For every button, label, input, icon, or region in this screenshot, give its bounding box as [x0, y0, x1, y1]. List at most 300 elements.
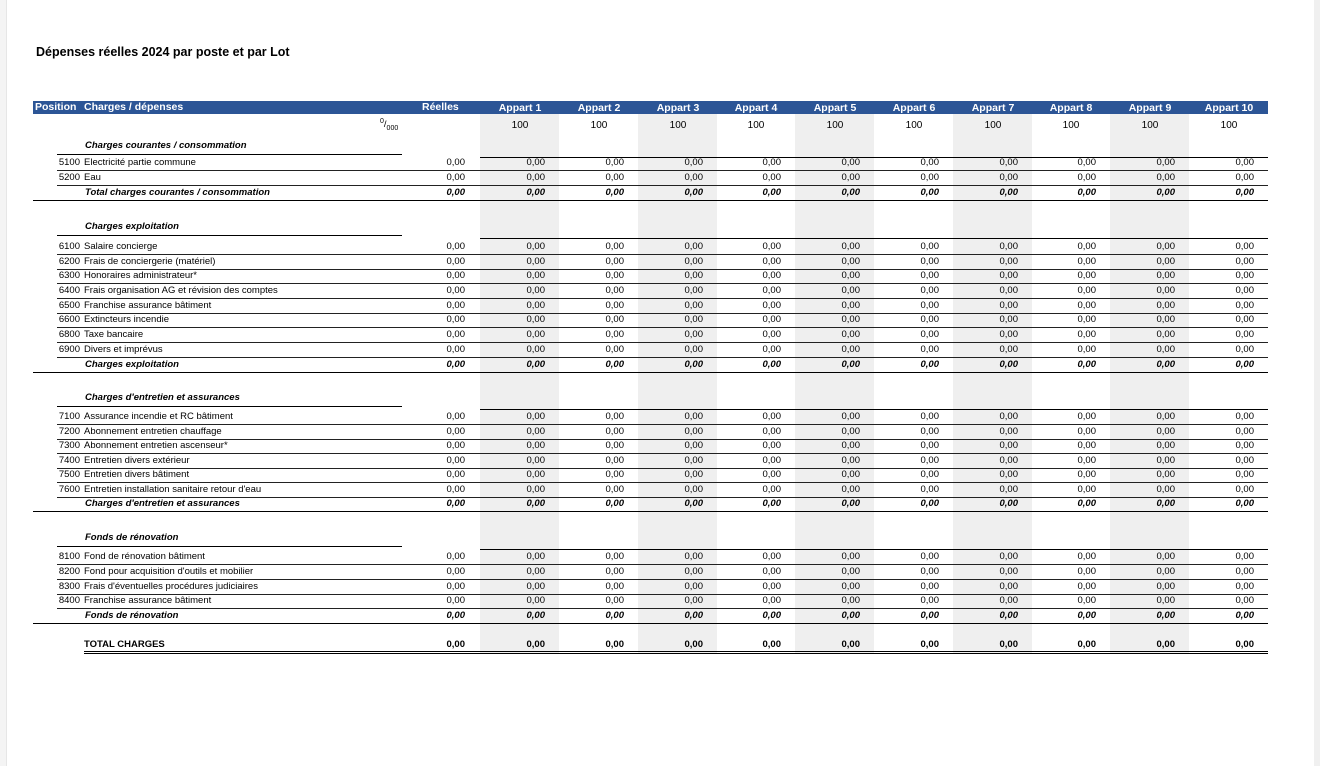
- row-3-0-appart-9: 0,00: [1156, 551, 1175, 562]
- section-total-label: Total charges courantes / consommation: [85, 187, 270, 198]
- total-0-appart-7: 0,00: [999, 187, 1018, 198]
- row-code: 6600: [58, 314, 80, 325]
- row-2-2-appart-10: 0,00: [1235, 440, 1254, 451]
- row-2-1-appart-1: 0,00: [526, 426, 545, 437]
- row-1-6-appart-6: 0,00: [920, 329, 939, 340]
- row-1-2-appart-3: 0,00: [684, 270, 703, 281]
- row-2-1-appart-6: 0,00: [920, 426, 939, 437]
- quote-value-4: 100: [747, 120, 765, 131]
- row-2-1-appart-7: 0,00: [999, 426, 1018, 437]
- row-1-5-appart-9: 0,00: [1156, 314, 1175, 325]
- row-0-1-appart-10: 0,00: [1235, 172, 1254, 183]
- row-3-3-appart-5: 0,00: [841, 595, 860, 606]
- header-reelles: Réelles: [422, 101, 459, 113]
- table-row: [0, 156, 1320, 170]
- table-row: [0, 171, 1320, 185]
- total-2-appart-7: 0,00: [999, 498, 1018, 509]
- row-1-7-appart-7: 0,00: [999, 344, 1018, 355]
- row-1-0-appart-6: 0,00: [920, 241, 939, 252]
- row-2-0-appart-4: 0,00: [762, 411, 781, 422]
- row-2-3-appart-4: 0,00: [762, 455, 781, 466]
- row-3-2-appart-2: 0,00: [605, 581, 624, 592]
- row-1-2-appart-5: 0,00: [841, 270, 860, 281]
- row-2-0-appart-9: 0,00: [1156, 411, 1175, 422]
- table-row: [0, 425, 1320, 439]
- row-1-7-appart-3: 0,00: [684, 344, 703, 355]
- grand-total-appart-5: 0,00: [841, 639, 860, 650]
- row-1-1-appart-9: 0,00: [1156, 256, 1175, 267]
- row-3-0-appart-6: 0,00: [920, 551, 939, 562]
- total-2-appart-2: 0,00: [605, 498, 624, 509]
- row-2-3-appart-8: 0,00: [1077, 455, 1096, 466]
- row-1-2-appart-6: 0,00: [920, 270, 939, 281]
- row-3-3-appart-8: 0,00: [1077, 595, 1096, 606]
- row-2-5-appart-8: 0,00: [1077, 484, 1096, 495]
- row-1-5-appart-1: 0,00: [526, 314, 545, 325]
- row-2-2-appart-6: 0,00: [920, 440, 939, 451]
- row-2-5-appart-1: 0,00: [526, 484, 545, 495]
- row-3-0-appart-2: 0,00: [605, 551, 624, 562]
- row-3-3-appart-1: 0,00: [526, 595, 545, 606]
- row-1-2-appart-9: 0,00: [1156, 270, 1175, 281]
- row-1-0-appart-8: 0,00: [1077, 241, 1096, 252]
- row-2-3-appart-5: 0,00: [841, 455, 860, 466]
- header-appart-10: Appart 10: [1204, 102, 1254, 114]
- row-2-0-appart-1: 0,00: [526, 411, 545, 422]
- total-0-appart-4: 0,00: [762, 187, 781, 198]
- row-1-6-reelles: 0,00: [446, 329, 465, 340]
- total-2-appart-5: 0,00: [841, 498, 860, 509]
- total-0-appart-5: 0,00: [841, 187, 860, 198]
- row-1-3-reelles: 0,00: [446, 285, 465, 296]
- row-1-4-appart-8: 0,00: [1077, 300, 1096, 311]
- total-0-appart-3: 0,00: [684, 187, 703, 198]
- row-3-0-reelles: 0,00: [446, 551, 465, 562]
- row-2-1-appart-4: 0,00: [762, 426, 781, 437]
- row-label: Franchise assurance bâtiment: [84, 595, 212, 606]
- row-1-7-reelles: 0,00: [446, 344, 465, 355]
- row-code: 7500: [58, 469, 80, 480]
- row-3-2-appart-9: 0,00: [1156, 581, 1175, 592]
- row-2-3-appart-3: 0,00: [684, 455, 703, 466]
- quote-value-6: 100: [905, 120, 923, 131]
- total-0-appart-8: 0,00: [1077, 187, 1096, 198]
- rule-line: [33, 623, 1268, 624]
- row-3-2-appart-7: 0,00: [999, 581, 1018, 592]
- row-label: Entretien installation sanitaire retour d'eau: [84, 484, 262, 495]
- row-1-4-appart-7: 0,00: [999, 300, 1018, 311]
- row-label: Extincteurs incendie: [84, 314, 170, 325]
- row-0-1-appart-3: 0,00: [684, 172, 703, 183]
- row-2-1-reelles: 0,00: [446, 426, 465, 437]
- row-2-4-appart-10: 0,00: [1235, 469, 1254, 480]
- row-0-0-appart-8: 0,00: [1077, 157, 1096, 168]
- row-2-2-appart-1: 0,00: [526, 440, 545, 451]
- row-label: Abonnement entretien chauffage: [84, 426, 222, 437]
- row-2-3-appart-1: 0,00: [526, 455, 545, 466]
- row-2-2-reelles: 0,00: [446, 440, 465, 451]
- row-1-3-appart-9: 0,00: [1156, 285, 1175, 296]
- table-row: [0, 439, 1320, 453]
- row-2-1-appart-9: 0,00: [1156, 426, 1175, 437]
- row-1-4-appart-10: 0,00: [1235, 300, 1254, 311]
- section-total-row: [0, 358, 1320, 372]
- row-1-5-appart-5: 0,00: [841, 314, 860, 325]
- row-label: Abonnement entretien ascenseur*: [84, 440, 228, 451]
- row-2-0-appart-10: 0,00: [1235, 411, 1254, 422]
- quote-value-8: 100: [1062, 120, 1080, 131]
- total-1-appart-3: 0,00: [684, 359, 703, 370]
- row-2-1-appart-2: 0,00: [605, 426, 624, 437]
- row-label: Salaire concierge: [84, 241, 158, 252]
- row-1-3-appart-6: 0,00: [920, 285, 939, 296]
- rule-line: [33, 200, 1268, 201]
- row-3-1-appart-7: 0,00: [999, 566, 1018, 577]
- row-3-0-appart-5: 0,00: [841, 551, 860, 562]
- row-3-2-appart-6: 0,00: [920, 581, 939, 592]
- row-2-2-appart-7: 0,00: [999, 440, 1018, 451]
- section-total-label: Fonds de rénovation: [85, 610, 179, 621]
- row-1-3-appart-7: 0,00: [999, 285, 1018, 296]
- table-row: [0, 328, 1320, 342]
- row-1-0-appart-2: 0,00: [605, 241, 624, 252]
- row-label: Taxe bancaire: [84, 329, 144, 340]
- row-3-1-appart-1: 0,00: [526, 566, 545, 577]
- row-2-4-appart-9: 0,00: [1156, 469, 1175, 480]
- row-0-0-appart-10: 0,00: [1235, 157, 1254, 168]
- row-2-5-appart-5: 0,00: [841, 484, 860, 495]
- row-1-4-appart-4: 0,00: [762, 300, 781, 311]
- total-2-appart-9: 0,00: [1156, 498, 1175, 509]
- row-1-6-appart-1: 0,00: [526, 329, 545, 340]
- row-0-1-appart-9: 0,00: [1156, 172, 1175, 183]
- row-2-4-appart-6: 0,00: [920, 469, 939, 480]
- grand-total-appart-9: 0,00: [1156, 639, 1175, 650]
- total-3-appart-10: 0,00: [1235, 610, 1254, 621]
- rule-line: [57, 406, 402, 407]
- total-0-appart-2: 0,00: [605, 187, 624, 198]
- table-row: [0, 410, 1320, 424]
- table-row: [0, 343, 1320, 357]
- row-2-3-appart-6: 0,00: [920, 455, 939, 466]
- section-title: Charges d'entretien et assurances: [85, 392, 240, 403]
- row-2-0-appart-7: 0,00: [999, 411, 1018, 422]
- total-3-appart-6: 0,00: [920, 610, 939, 621]
- header-position: Position: [35, 101, 77, 113]
- row-1-6-appart-8: 0,00: [1077, 329, 1096, 340]
- row-code: 6900: [58, 344, 80, 355]
- row-1-6-appart-7: 0,00: [999, 329, 1018, 340]
- row-code: 8400: [58, 595, 80, 606]
- row-0-0-appart-3: 0,00: [684, 157, 703, 168]
- total-2-appart-3: 0,00: [684, 498, 703, 509]
- total-2-appart-8: 0,00: [1077, 498, 1096, 509]
- row-2-0-appart-3: 0,00: [684, 411, 703, 422]
- row-code: 7100: [58, 411, 80, 422]
- row-code: 6200: [58, 256, 80, 267]
- row-2-1-appart-8: 0,00: [1077, 426, 1096, 437]
- row-3-0-appart-3: 0,00: [684, 551, 703, 562]
- grand-total-appart-3: 0,00: [684, 639, 703, 650]
- total-1-appart-4: 0,00: [762, 359, 781, 370]
- rule-line: [33, 511, 1268, 512]
- row-2-5-reelles: 0,00: [446, 484, 465, 495]
- row-1-0-appart-9: 0,00: [1156, 241, 1175, 252]
- row-0-0-appart-6: 0,00: [920, 157, 939, 168]
- row-1-7-appart-5: 0,00: [841, 344, 860, 355]
- table-row: [0, 580, 1320, 594]
- row-1-2-appart-2: 0,00: [605, 270, 624, 281]
- row-1-4-appart-3: 0,00: [684, 300, 703, 311]
- row-1-6-appart-10: 0,00: [1235, 329, 1254, 340]
- row-1-3-appart-1: 0,00: [526, 285, 545, 296]
- row-3-2-appart-3: 0,00: [684, 581, 703, 592]
- grand-total-appart-2: 0,00: [605, 639, 624, 650]
- row-1-6-appart-5: 0,00: [841, 329, 860, 340]
- rule-line: [57, 235, 402, 236]
- section-heading: [0, 220, 1320, 234]
- row-0-0-appart-7: 0,00: [999, 157, 1018, 168]
- row-2-3-appart-10: 0,00: [1235, 455, 1254, 466]
- quote-value-10: 100: [1220, 120, 1238, 131]
- row-2-4-appart-3: 0,00: [684, 469, 703, 480]
- total-1-appart-6: 0,00: [920, 359, 939, 370]
- row-1-0-appart-5: 0,00: [841, 241, 860, 252]
- row-2-4-appart-7: 0,00: [999, 469, 1018, 480]
- row-1-1-appart-3: 0,00: [684, 256, 703, 267]
- rule-line: [33, 372, 1268, 373]
- table-row: [0, 269, 1320, 283]
- row-3-3-appart-3: 0,00: [684, 595, 703, 606]
- table-row: [0, 454, 1320, 468]
- row-1-3-appart-5: 0,00: [841, 285, 860, 296]
- row-1-3-appart-3: 0,00: [684, 285, 703, 296]
- row-label: Divers et imprévus: [84, 344, 163, 355]
- row-1-5-appart-7: 0,00: [999, 314, 1018, 325]
- row-3-1-appart-9: 0,00: [1156, 566, 1175, 577]
- quote-value-9: 100: [1141, 120, 1159, 131]
- row-3-2-appart-4: 0,00: [762, 581, 781, 592]
- row-2-2-appart-5: 0,00: [841, 440, 860, 451]
- row-3-0-appart-10: 0,00: [1235, 551, 1254, 562]
- section-title: Charges exploitation: [85, 221, 179, 232]
- row-1-1-reelles: 0,00: [446, 256, 465, 267]
- quote-value-1: 100: [511, 120, 529, 131]
- row-3-1-appart-2: 0,00: [605, 566, 624, 577]
- row-1-4-appart-2: 0,00: [605, 300, 624, 311]
- row-1-5-appart-4: 0,00: [762, 314, 781, 325]
- header-appart-3: Appart 3: [656, 102, 700, 114]
- quote-value-7: 100: [984, 120, 1002, 131]
- row-2-4-appart-2: 0,00: [605, 469, 624, 480]
- table-row: [0, 240, 1320, 254]
- row-1-1-appart-5: 0,00: [841, 256, 860, 267]
- row-2-2-appart-4: 0,00: [762, 440, 781, 451]
- rule-line: [84, 651, 1268, 654]
- total-1-appart-9: 0,00: [1156, 359, 1175, 370]
- row-code: 8300: [58, 581, 80, 592]
- total-3-appart-5: 0,00: [841, 610, 860, 621]
- table-row: [0, 299, 1320, 313]
- row-code: 7600: [58, 484, 80, 495]
- row-1-6-appart-4: 0,00: [762, 329, 781, 340]
- row-1-1-appart-8: 0,00: [1077, 256, 1096, 267]
- row-1-7-appart-2: 0,00: [605, 344, 624, 355]
- row-0-0-appart-1: 0,00: [526, 157, 545, 168]
- row-3-3-appart-2: 0,00: [605, 595, 624, 606]
- total-2-appart-6: 0,00: [920, 498, 939, 509]
- row-3-0-appart-7: 0,00: [999, 551, 1018, 562]
- total-2-appart-4: 0,00: [762, 498, 781, 509]
- header-appart-4: Appart 4: [734, 102, 778, 114]
- total-0-appart-9: 0,00: [1156, 187, 1175, 198]
- table-row: [0, 468, 1320, 482]
- total-0-appart-6: 0,00: [920, 187, 939, 198]
- row-1-0-appart-3: 0,00: [684, 241, 703, 252]
- row-1-2-appart-8: 0,00: [1077, 270, 1096, 281]
- row-code: 7200: [58, 426, 80, 437]
- row-label: Franchise assurance bâtiment: [84, 300, 212, 311]
- row-3-0-appart-4: 0,00: [762, 551, 781, 562]
- row-label: Frais d'éventuelles procédures judiciaires: [84, 581, 258, 592]
- header-charges: Charges / dépenses: [84, 101, 184, 113]
- row-code: 6100: [58, 241, 80, 252]
- section-heading: [0, 531, 1320, 545]
- row-2-2-appart-3: 0,00: [684, 440, 703, 451]
- row-1-7-appart-9: 0,00: [1156, 344, 1175, 355]
- row-0-0-appart-4: 0,00: [762, 157, 781, 168]
- row-1-1-appart-6: 0,00: [920, 256, 939, 267]
- row-2-0-appart-2: 0,00: [605, 411, 624, 422]
- row-code: 5100: [58, 157, 80, 168]
- row-2-0-appart-8: 0,00: [1077, 411, 1096, 422]
- row-0-1-appart-1: 0,00: [526, 172, 545, 183]
- table-row: [0, 594, 1320, 608]
- row-2-1-appart-5: 0,00: [841, 426, 860, 437]
- row-1-6-appart-9: 0,00: [1156, 329, 1175, 340]
- section-total-row: [0, 186, 1320, 200]
- row-2-5-appart-9: 0,00: [1156, 484, 1175, 495]
- row-2-0-appart-6: 0,00: [920, 411, 939, 422]
- row-1-1-appart-2: 0,00: [605, 256, 624, 267]
- total-1-appart-7: 0,00: [999, 359, 1018, 370]
- row-1-7-appart-6: 0,00: [920, 344, 939, 355]
- section-total-row: [0, 497, 1320, 511]
- row-2-2-appart-9: 0,00: [1156, 440, 1175, 451]
- row-1-0-appart-1: 0,00: [526, 241, 545, 252]
- row-2-4-appart-8: 0,00: [1077, 469, 1096, 480]
- total-2-appart-10: 0,00: [1235, 498, 1254, 509]
- total-1-appart-2: 0,00: [605, 359, 624, 370]
- row-3-3-appart-4: 0,00: [762, 595, 781, 606]
- row-1-6-appart-2: 0,00: [605, 329, 624, 340]
- row-1-4-reelles: 0,00: [446, 300, 465, 311]
- row-1-6-appart-3: 0,00: [684, 329, 703, 340]
- row-0-0-appart-2: 0,00: [605, 157, 624, 168]
- section-heading: [0, 139, 1320, 153]
- row-3-2-appart-10: 0,00: [1235, 581, 1254, 592]
- permille-slash: /: [383, 119, 387, 131]
- row-1-5-reelles: 0,00: [446, 314, 465, 325]
- row-code: 6300: [58, 270, 80, 281]
- total-2-reelles: 0,00: [446, 498, 465, 509]
- row-1-0-appart-7: 0,00: [999, 241, 1018, 252]
- row-0-1-appart-4: 0,00: [762, 172, 781, 183]
- row-1-4-appart-9: 0,00: [1156, 300, 1175, 311]
- row-2-3-appart-7: 0,00: [999, 455, 1018, 466]
- header-appart-5: Appart 5: [813, 102, 857, 114]
- total-3-appart-1: 0,00: [526, 610, 545, 621]
- row-3-2-appart-5: 0,00: [841, 581, 860, 592]
- row-1-5-appart-8: 0,00: [1077, 314, 1096, 325]
- row-2-1-appart-10: 0,00: [1235, 426, 1254, 437]
- row-1-3-appart-2: 0,00: [605, 285, 624, 296]
- row-3-3-appart-6: 0,00: [920, 595, 939, 606]
- row-1-2-appart-7: 0,00: [999, 270, 1018, 281]
- total-3-appart-9: 0,00: [1156, 610, 1175, 621]
- row-code: 8200: [58, 566, 80, 577]
- row-1-5-appart-2: 0,00: [605, 314, 624, 325]
- row-3-1-reelles: 0,00: [446, 566, 465, 577]
- rule-line: [57, 546, 402, 547]
- row-code: 6800: [58, 329, 80, 340]
- total-3-reelles: 0,00: [446, 610, 465, 621]
- total-3-appart-2: 0,00: [605, 610, 624, 621]
- row-3-2-reelles: 0,00: [446, 581, 465, 592]
- row-1-2-appart-10: 0,00: [1235, 270, 1254, 281]
- row-1-1-appart-1: 0,00: [526, 256, 545, 267]
- total-0-reelles: 0,00: [446, 187, 465, 198]
- quote-value-2: 100: [590, 120, 608, 131]
- row-label: Assurance incendie et RC bâtiment: [84, 411, 233, 422]
- row-2-4-appart-5: 0,00: [841, 469, 860, 480]
- page-title: Dépenses réelles 2024 par poste et par Lot: [36, 45, 290, 59]
- header-appart-8: Appart 8: [1049, 102, 1093, 114]
- row-label: Frais de conciergerie (matériel): [84, 256, 216, 267]
- row-1-5-appart-10: 0,00: [1235, 314, 1254, 325]
- table-row: [0, 284, 1320, 298]
- row-1-5-appart-3: 0,00: [684, 314, 703, 325]
- table-row: [0, 255, 1320, 269]
- grand-total-reelles: 0,00: [446, 639, 465, 650]
- grand-total-appart-1: 0,00: [526, 639, 545, 650]
- total-1-appart-10: 0,00: [1235, 359, 1254, 370]
- row-2-3-appart-9: 0,00: [1156, 455, 1175, 466]
- row-1-0-reelles: 0,00: [446, 241, 465, 252]
- total-2-appart-1: 0,00: [526, 498, 545, 509]
- table-row: [0, 565, 1320, 579]
- header-appart-9: Appart 9: [1128, 102, 1172, 114]
- row-2-4-appart-1: 0,00: [526, 469, 545, 480]
- row-1-1-appart-7: 0,00: [999, 256, 1018, 267]
- total-3-appart-4: 0,00: [762, 610, 781, 621]
- total-1-appart-5: 0,00: [841, 359, 860, 370]
- section-total-row: [0, 609, 1320, 623]
- table-row: [0, 313, 1320, 327]
- row-label: Fond de rénovation bâtiment: [84, 551, 205, 562]
- row-1-2-appart-1: 0,00: [526, 270, 545, 281]
- row-2-2-appart-8: 0,00: [1077, 440, 1096, 451]
- row-1-7-appart-10: 0,00: [1235, 344, 1254, 355]
- row-code: 7300: [58, 440, 80, 451]
- row-label: Fond pour acquisition d'outils et mobilier: [84, 566, 254, 577]
- row-3-1-appart-5: 0,00: [841, 566, 860, 577]
- row-3-0-appart-1: 0,00: [526, 551, 545, 562]
- row-1-2-reelles: 0,00: [446, 270, 465, 281]
- row-0-1-reelles: 0,00: [446, 172, 465, 183]
- row-3-3-reelles: 0,00: [446, 595, 465, 606]
- row-1-2-appart-4: 0,00: [762, 270, 781, 281]
